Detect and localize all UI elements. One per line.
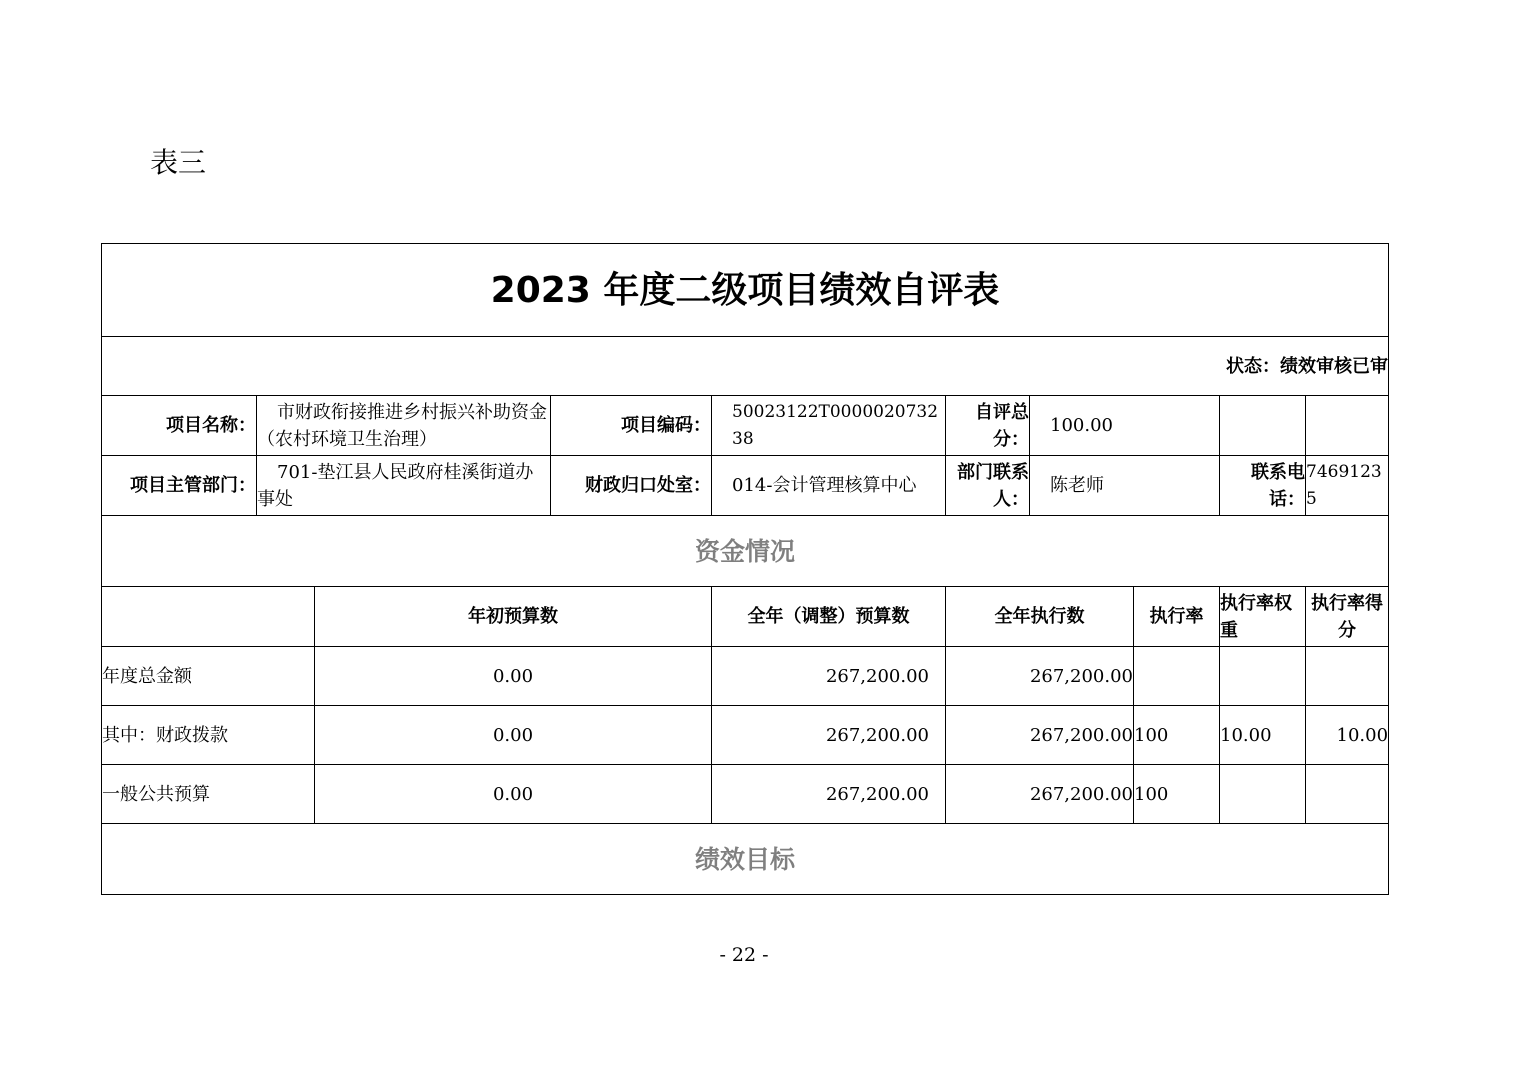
row-executed: 267,200.00 xyxy=(946,706,1134,765)
table-row xyxy=(102,647,1389,706)
finance-office-value: 014-会计管理核算中心 xyxy=(712,456,946,516)
row-score: 10.00 xyxy=(1306,706,1389,765)
row-weight xyxy=(1220,765,1306,824)
row-rate: 100 xyxy=(1134,706,1220,765)
row-adjusted: 267,200.00 xyxy=(712,765,946,824)
project-name-value: 市财政衔接推进乡村振兴补助资金（农村环境卫生治理） xyxy=(257,396,551,456)
row-rate: 100 xyxy=(1134,765,1220,824)
funds-section-title: 资金情况 xyxy=(102,516,1389,587)
empty-cell xyxy=(1220,396,1306,456)
self-score-value: 100.00 xyxy=(1030,396,1220,456)
funds-header-empty xyxy=(102,587,315,647)
row-initial: 0.00 xyxy=(315,765,712,824)
row-weight: 10.00 xyxy=(1220,706,1306,765)
status-text: 状态：绩效审核已审 xyxy=(102,337,1389,396)
finance-office-label: 财政归口处室： xyxy=(551,456,712,516)
header-rate-weight: 执行率权重 xyxy=(1220,587,1306,647)
row-label: 一般公共预算 xyxy=(102,765,315,824)
row-initial: 0.00 xyxy=(315,706,712,765)
row-executed: 267,200.00 xyxy=(946,647,1134,706)
empty-cell xyxy=(1306,396,1389,456)
row-rate xyxy=(1134,647,1220,706)
row-adjusted: 267,200.00 xyxy=(712,706,946,765)
contact-value: 陈老师 xyxy=(1030,456,1220,516)
form-title: 2023 年度二级项目绩效自评表 xyxy=(102,244,1389,337)
self-evaluation-table xyxy=(101,243,1389,895)
row-adjusted: 267,200.00 xyxy=(712,647,946,706)
project-name-label: 项目名称： xyxy=(102,396,257,456)
page-number: - 22 - xyxy=(719,944,769,966)
table-row xyxy=(102,706,1389,765)
row-label: 年度总金额 xyxy=(102,647,315,706)
header-exec-rate: 执行率 xyxy=(1134,587,1220,647)
phone-value: 74691235 xyxy=(1306,456,1389,516)
table-label: 表三 xyxy=(150,146,207,179)
row-score xyxy=(1306,765,1389,824)
performance-section-title: 绩效目标 xyxy=(102,824,1389,895)
self-score-label: 自评总分： xyxy=(946,396,1030,456)
header-adjusted-budget: 全年（调整）预算数 xyxy=(712,587,946,647)
project-code-value: 50023122T000002073238 xyxy=(712,396,946,456)
table-row xyxy=(102,765,1389,824)
header-initial-budget: 年初预算数 xyxy=(315,587,712,647)
row-weight xyxy=(1220,647,1306,706)
header-executed: 全年执行数 xyxy=(946,587,1134,647)
row-initial: 0.00 xyxy=(315,647,712,706)
header-rate-score: 执行率得分 xyxy=(1306,587,1389,647)
dept-value: 701-垫江县人民政府桂溪街道办事处 xyxy=(257,456,551,516)
row-executed: 267,200.00 xyxy=(946,765,1134,824)
dept-label: 项目主管部门： xyxy=(102,456,257,516)
project-code-label: 项目编码： xyxy=(551,396,712,456)
row-label: 其中：财政拨款 xyxy=(102,706,315,765)
contact-label: 部门联系人： xyxy=(946,456,1030,516)
phone-label: 联系电话： xyxy=(1220,456,1306,516)
row-score xyxy=(1306,647,1389,706)
